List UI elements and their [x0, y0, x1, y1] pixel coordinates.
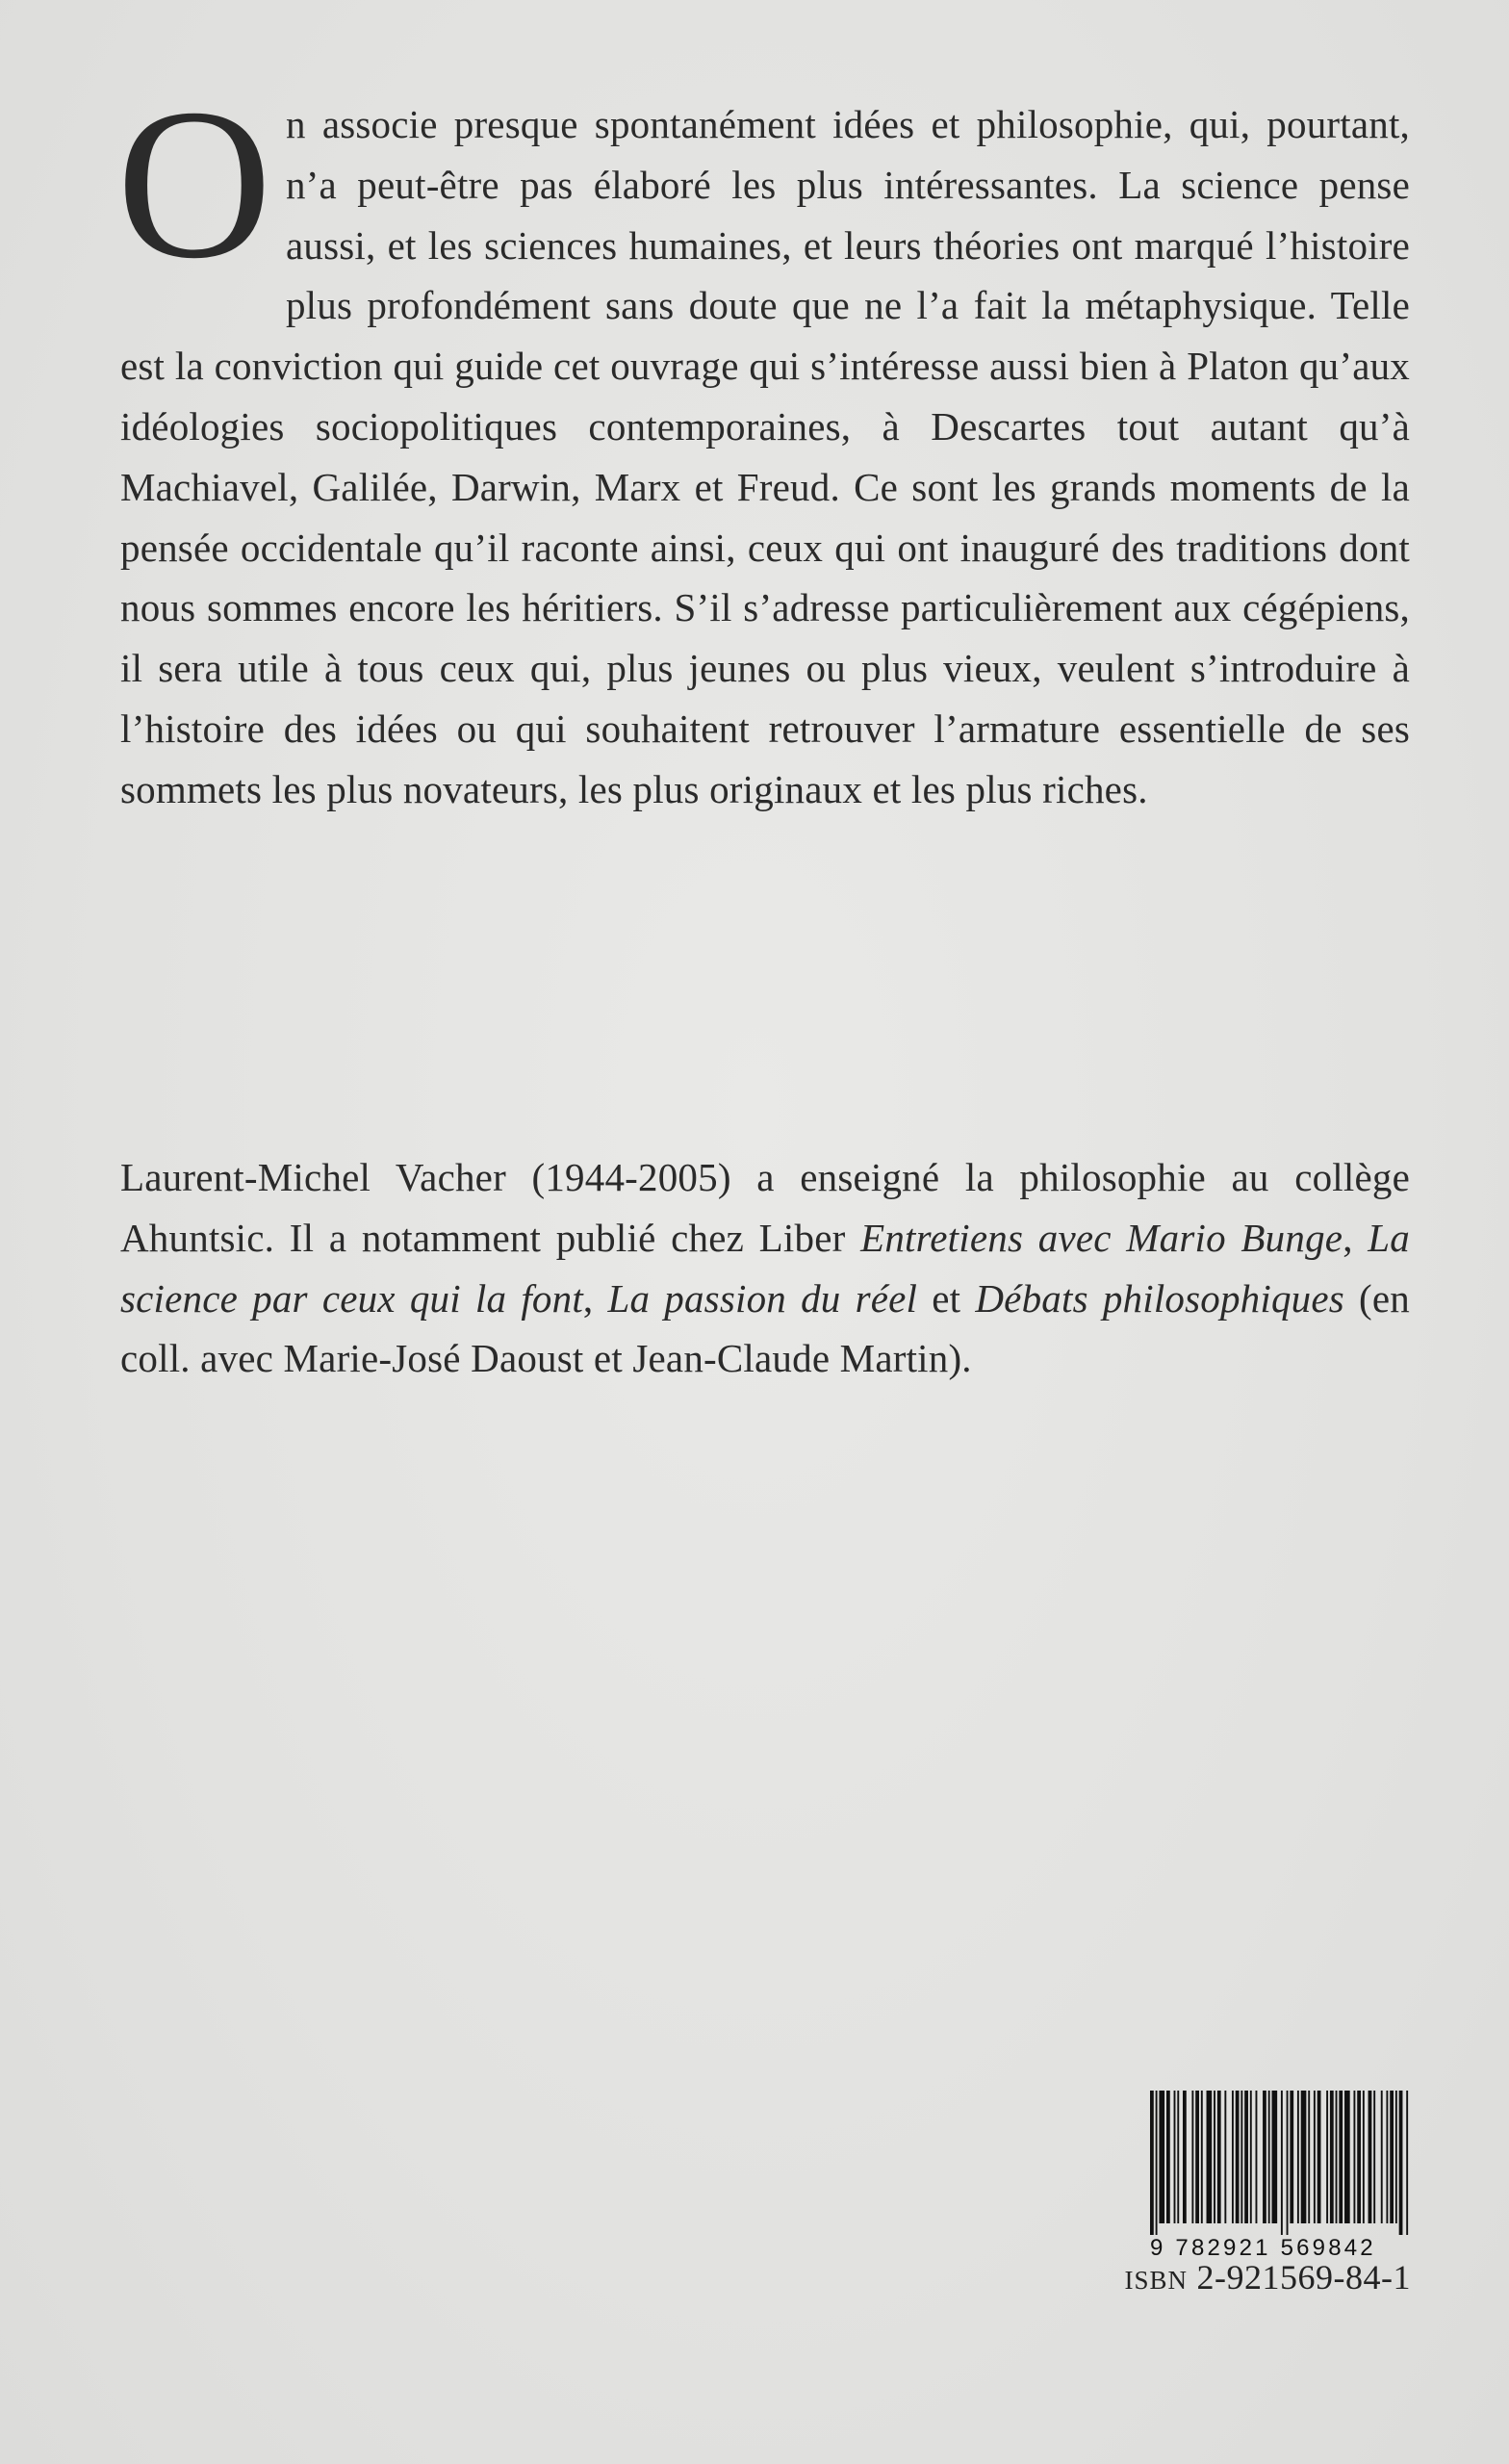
barcode-bar: [1308, 2091, 1310, 2223]
barcode-bar: [1381, 2091, 1383, 2223]
barcode-bars: [1150, 2091, 1410, 2235]
barcode-bar: [1263, 2091, 1266, 2223]
barcode-bar: [1287, 2091, 1289, 2235]
barcode-bar: [1363, 2091, 1365, 2223]
barcode-bar: [1177, 2091, 1179, 2223]
barcode-bar: [1290, 2091, 1293, 2223]
barcode-bar: [1373, 2091, 1375, 2223]
barcode-bar: [1336, 2091, 1338, 2223]
drop-cap: O: [116, 64, 272, 303]
barcode-bar: [1217, 2091, 1221, 2223]
barcode-bar: [1344, 2091, 1350, 2223]
barcode-bar: [1268, 2091, 1270, 2223]
bio-separator-2: ,: [582, 1275, 608, 1321]
barcode-bar: [1390, 2091, 1394, 2223]
barcode-bar: [1195, 2091, 1199, 2223]
bio-outro: (en coll. avec Marie-José Daoust et Jean-Claude Martin).: [120, 1275, 1410, 1381]
barcode-bar: [1174, 2091, 1176, 2223]
barcode-bar: [1244, 2091, 1248, 2223]
barcode-bar: [1272, 2091, 1278, 2223]
bio-title-4: Débats philosophiques: [975, 1275, 1344, 1321]
barcode-bar: [1281, 2091, 1283, 2235]
barcode-bar: [1224, 2091, 1226, 2223]
barcode-bar: [1317, 2091, 1321, 2223]
barcode-bar: [1159, 2091, 1164, 2223]
barcode-bar: [1314, 2091, 1316, 2223]
barcode-bar: [1326, 2091, 1328, 2223]
barcode: [1150, 2091, 1410, 2261]
bio-intro: Laurent-Michel Vacher (1944-2005) a enseigné la philosophie au collège Ahuntsic. Il a notamment publié chez Liber: [120, 1155, 1410, 1260]
barcode-bar: [1395, 2091, 1397, 2223]
barcode-bar: [1339, 2091, 1343, 2223]
barcode-bar: [1183, 2091, 1187, 2223]
barcode-bar: [1256, 2091, 1258, 2223]
barcode-bar: [1240, 2091, 1242, 2223]
bio-title-3: La passion du réel: [607, 1275, 918, 1321]
bio-separator-3: et: [917, 1275, 976, 1321]
author-bio: [120, 1147, 1410, 1389]
isbn-number: 2-921569-84-1: [1196, 2258, 1411, 2297]
barcode-bar: [1236, 2091, 1240, 2223]
barcode-digits: 9 782921 569842: [1150, 2235, 1376, 2261]
barcode-bar: [1250, 2091, 1252, 2223]
isbn-label: ISBN: [1124, 2266, 1189, 2295]
blurb-text: n associe presque spontanément idées et philosophie, qui, pourtant, n’a peut-être pas élaboré les plus intéressantes. La science pense aussi, et les sciences humaines, et leurs théories ont marqué l’histoire plus profondément sans doute que ne l’a fait la métaphysique. Telle est la conviction qui guide cet ouvrage qui s’intéresse aussi bien à Platon qu’aux idéologies sociopolitiques contemporaines, à Descartes tout autant qu’à Machiavel, Galilée, Darwin, Marx et Freud. Ce sont les grands moments de la pensée occidentale qu’il raconte ainsi, ceux qui ont inauguré des traditions dont nous sommes encore les héritiers. S’il s’adresse particulièrement aux cégépiens, il sera utile à tous ceux qui, plus jeunes ou plus vieux, veulent s’introduire à l’histoire des idées ou qui souhaitent retrouver l’armature essentielle de ses sommets les plus novateurs, les plus originaux et les plus riches.: [120, 102, 1410, 811]
barcode-bar: [1201, 2091, 1203, 2223]
barcode-bar: [1166, 2091, 1170, 2223]
barcode-bar: [1301, 2091, 1307, 2223]
barcode-bar: [1353, 2091, 1355, 2223]
barcode-bar: [1357, 2091, 1361, 2223]
barcode-bar: [1386, 2091, 1388, 2223]
barcode-bar: [1214, 2091, 1215, 2223]
barcode-bar: [1150, 2091, 1154, 2235]
barcode-bar: [1297, 2091, 1299, 2223]
barcode-bar: [1399, 2091, 1403, 2235]
bio-title-2: La science par ceux qui la font: [120, 1215, 1410, 1321]
barcode-bar: [1330, 2091, 1334, 2223]
barcode-bar: [1232, 2091, 1234, 2223]
barcode-bar: [1207, 2091, 1213, 2223]
bio-title-1: Entretiens avec Mario Bunge: [860, 1215, 1343, 1260]
barcode-bar: [1406, 2091, 1408, 2235]
barcode-bar: [1368, 2091, 1372, 2223]
barcode-bar: [1191, 2091, 1193, 2223]
blurb-paragraph: [116, 64, 1410, 820]
barcode-bar: [1156, 2091, 1158, 2235]
bio-separator-1: ,: [1343, 1215, 1368, 1260]
isbn: [1084, 2256, 1411, 2301]
